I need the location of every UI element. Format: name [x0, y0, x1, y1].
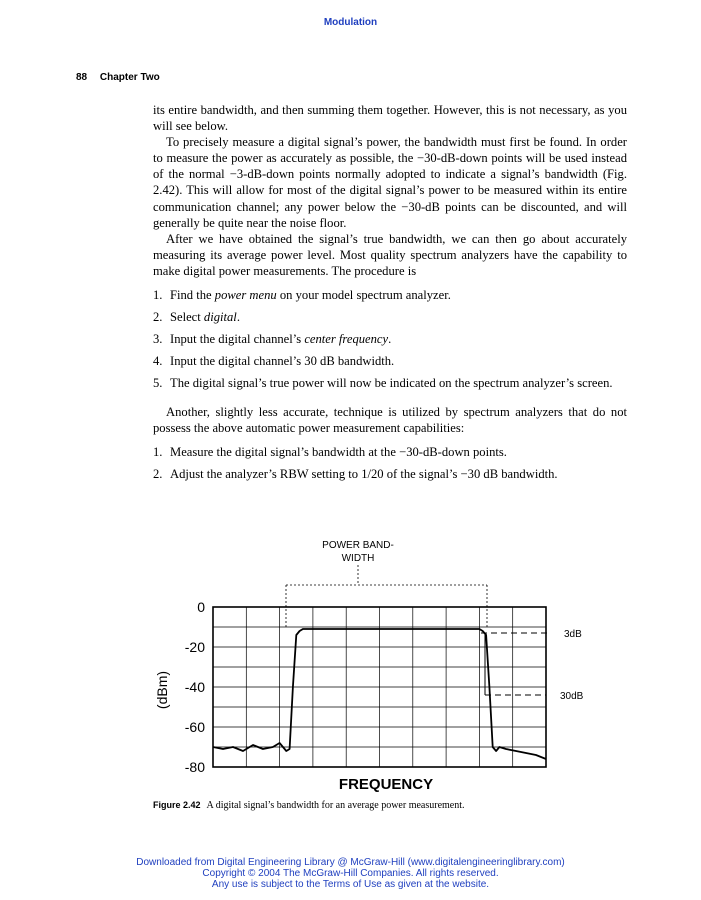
list-item	[153, 331, 627, 347]
step-text: Measure the digital signal’s bandwidth at the −30-dB-down points.	[170, 444, 507, 459]
footer	[0, 857, 701, 890]
footer-line: Downloaded from Digital Engineering Library @ McGraw-Hill (www.digitalengineeringlibrary.com)	[136, 857, 565, 868]
chart-title-line2: WIDTH	[341, 553, 375, 564]
alt-procedure-list	[153, 444, 627, 482]
footer-line: Any use is subject to the Terms of Use as given at the website.	[211, 879, 490, 890]
page-number: 88	[76, 72, 88, 83]
y-axis-label: (dBm)	[154, 670, 170, 710]
chart-title-line1: POWER BAND-	[322, 540, 394, 551]
y-tick-label: -60	[184, 719, 205, 735]
body-text	[153, 102, 627, 488]
list-item	[153, 353, 627, 369]
chart-grid	[213, 607, 546, 767]
figure-caption	[153, 800, 465, 811]
step-text: on your model spectrum analyzer.	[276, 288, 451, 303]
chapter-title: Chapter Two	[99, 72, 160, 83]
step-emphasis: power menu	[214, 288, 277, 303]
list-item	[153, 375, 627, 391]
running-head: Modulation	[323, 17, 378, 28]
footer-line: Copyright © 2004 The McGraw-Hill Companies. All rights reserved.	[202, 868, 499, 879]
figure-label: Figure 2.42	[153, 800, 201, 810]
step-text: Select	[170, 310, 204, 325]
step-number: 5.	[153, 376, 163, 391]
paragraph: After we have obtained the signal’s true bandwidth, we can then go about accurately measuring its average power level. Most quality spectrum analyzers have the capability to make digital power measurements. The procedure is	[153, 231, 627, 278]
marker-30db-label: 30dB	[560, 691, 584, 702]
list-item	[153, 444, 627, 460]
step-number: 1.	[153, 444, 163, 459]
list-item	[153, 309, 627, 325]
step-number: 1.	[153, 288, 163, 303]
step-text: .	[388, 332, 392, 347]
y-tick-label: -40	[184, 679, 205, 695]
x-axis-label: FREQUENCY	[338, 776, 434, 793]
step-text: Adjust the analyzer’s RBW setting to 1/20 of the signal’s −30 dB bandwidth.	[170, 466, 558, 481]
y-tick-label: -80	[184, 759, 205, 775]
procedure-list	[153, 287, 627, 391]
list-item	[153, 287, 627, 303]
paragraph: Another, slightly less accurate, technique is utilized by spectrum analyzers that do not possess the above automatic power measurement capabilities:	[153, 404, 627, 435]
step-emphasis: center frequency	[304, 332, 389, 347]
step-text: Input the digital channel’s 30 dB bandwidth.	[170, 354, 395, 369]
step-text: .	[236, 310, 240, 325]
y-tick-label: 0	[197, 599, 205, 615]
paragraph: To precisely measure a digital signal’s power, the bandwidth must first be found. In order to measure the power as accurately as possible, the −30-dB-down points will be used instead of the normal −3-dB-down points normally adopted to indicate a signal’s bandwidth (Fig. 2.42). This will allow for most of the digital signal’s power to be measured within its entire communication channel; any power below the −30-dB points can be discounted, and will generally be quite near the noise floor.	[153, 135, 627, 230]
step-text: Input the digital channel’s	[170, 332, 305, 347]
page-header	[76, 72, 160, 83]
caption-text: A digital signal’s bandwidth for an average power measurement.	[206, 800, 465, 811]
step-number: 2.	[153, 310, 163, 325]
y-tick-label: -20	[184, 639, 205, 655]
step-emphasis: digital	[203, 310, 237, 325]
list-item	[153, 466, 627, 482]
step-number: 4.	[153, 354, 163, 369]
step-number: 3.	[153, 332, 163, 347]
paragraph: its entire bandwidth, and then summing them together. However, this is not necessary, as you will see below.	[153, 103, 627, 134]
step-number: 2.	[153, 466, 163, 481]
step-text: Find the	[170, 288, 215, 303]
spectrum-chart	[150, 532, 584, 794]
marker-3db-label: 3dB	[564, 629, 582, 640]
step-text: The digital signal’s true power will now be indicated on the spectrum analyzer’s screen.	[170, 376, 613, 391]
